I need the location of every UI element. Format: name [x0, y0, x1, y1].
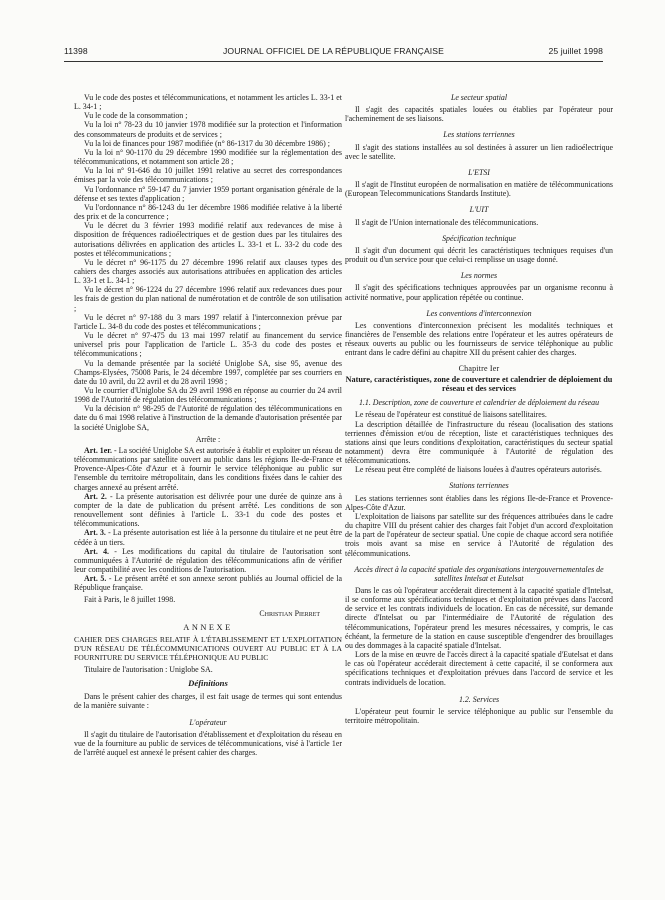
article-text: - La présente autorisation est délivrée pour une durée de quinze ans à compter de la date de publication du présent arrêté. Les conditions de son renouvellement sont définies à l'article L. 33-1 du code des postes et télécommunications.	[74, 491, 342, 529]
operateur-heading: L'opérateur	[189, 717, 227, 727]
section-paragraph: Les stations terriennes sont établies dans les régions Ile-de-France et Provence-Alpes-Côte d'Azur.	[345, 493, 613, 512]
visa-paragraph: Vu la décision n° 98-295 de l'Autorité de régulation des télécommunications en date du 6 mai 1998 relative à l'instruction de la demande d'autorisation présentée par la société Uniglobe SA,	[74, 404, 342, 432]
visa-paragraph: Vu le décret du 3 février 1993 modifié relatif aux redevances de mise à disposition de fréquences radioélectriques et de gestion dues par les titulaires des autorisations délivrées en application des articles L. 33-1 et L. 33-2 du code des postes et télécommunications ;	[74, 221, 342, 258]
article-paragraph	[74, 446, 342, 492]
articles-list	[74, 446, 342, 593]
definitions-heading: Définitions	[188, 678, 228, 689]
visa-paragraph: Vu le décret n° 97-188 du 3 mars 1997 relatif à l'interconnexion prévue par l'article L. 34-8 du code des postes et télécommunications ;	[74, 312, 342, 331]
definition-term: L'ETSI	[468, 167, 490, 177]
article-text: - La présente autorisation est liée à la personne du titulaire et ne peut être cédée à un tiers.	[74, 528, 342, 547]
annexe-title: ANNEXE	[183, 622, 233, 632]
definition-term: Spécification technique	[442, 233, 516, 243]
definition-text: Il s'agit de l'Union internationale des télécommunications.	[355, 217, 539, 227]
journal-title: JOURNAL OFFICIEL DE LA RÉPUBLIQUE FRANÇAISE	[223, 46, 444, 56]
right-column	[345, 93, 613, 725]
publication-date: 25 juillet 1998	[548, 46, 603, 56]
section-1-1-heading: 1.1. Description, zone de couverture et calendrier de déploiement du réseau	[358, 398, 600, 408]
visa-paragraph: Vu la demande présentée par la société Uniglobe SA, sise 95, avenue des Champs-Elysées, 75008 Paris, le 24 décembre 1997, complétée par ses courriers en date du 10 avril, du 22 avril et du 28 avril 1998 ;	[74, 358, 342, 386]
definitions-intro: Dans le présent cahier des charges, il est fait usage de termes qui sont entendus de la manière suivante :	[74, 692, 342, 711]
article-label: Art. 1er.	[84, 445, 112, 455]
article-text: - Les modifications du capital du titulaire de l'autorisation sont communiquées à l'Autorité de régulation des télécommunications afin de vérifier leur compatibilité avec les conditions de l'autorisation.	[74, 546, 342, 574]
arrete-line: Arrête :	[195, 434, 221, 444]
visas-list	[74, 93, 342, 432]
definition-text: Il s'agit des spécifications techniques approuvées par un organisme reconnu à activité normative, pour application répétée ou continue.	[345, 283, 613, 302]
section-paragraph: Dans le cas où l'opérateur accéderait directement à la capacité spatiale d'Intelsat, il se conforme aux spécifications techniques et d'exploitation prévues dans l'accord de service et les contrats individuels de location. En cas de nécessité, sur demande directe d'Intelsat ou par l'intermédiaire de l'Autorité de régulation des télécommunications, l'opérateur prend les mesures nécessaires, y compris, le cas échéant, la fermeture de la station en cause susceptible d'engendrer des brouillages ou des dommages à la capacité spatiale d'Intelsat.	[345, 586, 613, 650]
article-text: - La société Uniglobe SA est autorisée à établir et exploiter un réseau de télécommunications par satellite ouvert au public dans les régions Ile-de-France et Provence-Alpes-Côte d'Azur et à fournir le service téléphonique au public sur l'ensemble du territoire métropolitain, dans les conditions fixées dans le cahier des charges annexé au présent arrêté.	[74, 445, 342, 492]
article-label: Art. 2.	[84, 491, 107, 501]
header-rule	[64, 61, 603, 62]
article-paragraph	[74, 574, 342, 592]
definition-text: Il s'agit d'un document qui décrit les caractéristiques techniques requises d'un produit ou d'un service pour que celui-ci remplisse un usage donné.	[345, 245, 613, 265]
visa-paragraph: Vu le code de la consommation ;	[84, 111, 188, 121]
page-header	[64, 44, 603, 60]
fait-line: Fait à Paris, le 8 juillet 1998.	[84, 595, 176, 605]
cahier-title: CAHIER DES CHARGES RELATIF À L'ÉTABLISSEMENT ET L'EXPLOITATION D'UN RÉSEAU DE TÉLÉCOMMUNICATIONS OUVERT AU PUBLIC ET À LA FOURNITURE DU SERVICE TÉLÉPHONIQUE AU PUBLIC	[74, 634, 342, 662]
acces-direct-heading: Accès direct à la capacité spatiale des organisations intergouvernementales de satellites Intelsat et Eutelsat	[354, 564, 604, 583]
visa-paragraph: Vu la loi n° 78-23 du 10 janvier 1978 modifiée sur la protection et l'information des consommateurs de produits et de services ;	[74, 120, 342, 139]
article-label: Art. 4.	[84, 546, 109, 556]
chapter-label: Chapitre Ier	[458, 364, 500, 374]
visa-paragraph: Vu l'ordonnance n° 86-1243 du 1er décembre 1986 modifiée relative à la liberté des prix et de la concurrence ;	[74, 202, 342, 222]
definitions-list	[345, 93, 613, 357]
visa-paragraph: Vu le décret n° 96-1224 du 27 décembre 1996 relatif aux redevances dues pour les frais de gestion du plan national de numérotation et de contrôle de son utilisation ;	[74, 285, 342, 313]
page-number: 11398	[64, 46, 88, 56]
section-paragraph: La description détaillée de l'infrastructure du réseau (localisation des stations terriennes d'émission et/ou de réception, liste et caractéristiques techniques des stations ainsi que leurs conditions d'exploitation, caractéristiques du secteur spatial notamment) devra être communiquée à l'Autorité de régulation des télécommunications.	[345, 419, 613, 466]
article-label: Art. 5.	[84, 574, 107, 584]
titulaire-line: Titulaire de l'autorisation : Uniglobe SA.	[84, 664, 213, 674]
section-paragraph: Lors de la mise en œuvre de l'accès direct à la capacité spatiale d'Eutelsat et dans le cas où l'opérateur accéderait directement à cette capacité, il se conformera aux spécifications techniques et d'exploitation prévues dans l'accord de service et les contrats individuels de location.	[345, 650, 613, 687]
left-column	[74, 93, 342, 757]
visa-paragraph: Vu la loi n° 90-1170 du 29 décembre 1990 modifiée sur la réglementation des télécommunications, et notamment son article 28 ;	[74, 147, 342, 167]
article-paragraph	[74, 492, 342, 529]
chapter-title: Nature, caractéristiques, zone de couverture et calendrier de déploiement du réseau et des services	[345, 374, 613, 394]
operateur-text: Il s'agit du titulaire de l'autorisation d'établissement et d'exploitation du réseau en vue de la fourniture au public de services de télécommunications, visé à l'article 1er de l'arrêté auquel est annexé le présent cahier des charges.	[74, 729, 342, 757]
definition-term: L'UIT	[469, 205, 489, 215]
section-paragraph: Le réseau de l'opérateur est constitué de liaisons satellitaires.	[355, 410, 547, 420]
definition-text: Il s'agit de l'Institut européen de normalisation en matière de télécommunications (European Telecommunications Standards Institute).	[345, 180, 613, 199]
stations-heading: Stations terriennes	[449, 481, 509, 491]
section-1-1-paragraphs	[345, 410, 613, 474]
acces-direct-paragraphs	[345, 586, 613, 687]
visa-paragraph: Vu la loi n° 91-646 du 10 juillet 1991 relative au secret des correspondances émises par la voie des télécommunications ;	[74, 166, 342, 185]
definition-term: Le secteur spatial	[450, 93, 508, 102]
visa-paragraph: Vu le code des postes et télécommunications, et notamment les articles L. 33-1 et L. 34-1 ;	[74, 93, 342, 112]
article-paragraph	[74, 528, 342, 546]
visa-paragraph: Vu la loi de finances pour 1987 modifiée (n° 86-1317 du 30 décembre 1986) ;	[84, 138, 330, 148]
section-1-2-text: L'opérateur peut fournir le service téléphonique au public sur l'ensemble du territoire métropolitain.	[345, 706, 613, 726]
section-paragraph: L'exploitation de liaisons par satellite sur des fréquences attribuées dans le cadre du chapitre VIII du présent cahier des charges fait l'objet d'un accord d'exploitation de la part de l'opérateur de secteur spatial. Une copie de chaque accord sera notifiée trois mois avant sa mise en service à l'Autorité de régulation des télécommunications.	[345, 511, 613, 558]
visa-paragraph: Vu le décret n° 97-475 du 13 mai 1997 relatif au financement du service universel pris pour l'application de l'article L. 35-3 du code des postes et télécommunications ;	[74, 331, 342, 359]
article-text: - Le présent arrêté et son annexe seront publiés au Journal officiel de la République française.	[74, 574, 342, 593]
signature: Christian Pierret	[259, 608, 320, 618]
visa-paragraph: Vu le courrier d'Uniglobe SA du 29 avril 1998 en réponse au courrier du 24 avril 1998 de l'Autorité de régulation des télécommunications ;	[74, 386, 342, 405]
definition-text: Il s'agit des capacités spatiales louées ou établies par l'opérateur pour l'acheminement de ses liaisons.	[345, 105, 613, 124]
definition-text: Les conventions d'interconnexion précisent les modalités techniques et financières de l'ensemble des relations entre l'opérateur et les autres opérateurs de réseaux ouverts au public ou les fournisseurs de service téléphonique au public entrant dans le cadre défini au chapitre XII du présent cahier des charges.	[345, 320, 613, 358]
definition-term: Les stations terriennes	[443, 130, 515, 140]
definition-text: Il s'agit des stations installées au sol destinées à assurer un lien radioélectrique avec le satellite.	[345, 142, 613, 161]
definition-term: Les normes	[460, 271, 498, 281]
stations-paragraphs	[345, 494, 613, 558]
definition-term: Les conventions d'interconnexion	[426, 308, 532, 318]
visa-paragraph: Vu l'ordonnance n° 59-147 du 7 janvier 1959 portant organisation générale de la défense et ses textes d'application ;	[74, 184, 342, 203]
visa-paragraph: Vu le décret n° 96-1175 du 27 décembre 1996 relatif aux clauses types des cahiers des charges associés aux autorisations attribuées en application des articles L. 33-1 et L. 34-1 ;	[74, 257, 342, 286]
section-1-2-heading: 1.2. Services	[458, 694, 500, 704]
article-paragraph	[74, 547, 342, 574]
section-paragraph: Le réseau peut être complété de liaisons louées à d'autres opérateurs autorisés.	[355, 465, 602, 475]
article-label: Art. 3.	[84, 528, 106, 538]
